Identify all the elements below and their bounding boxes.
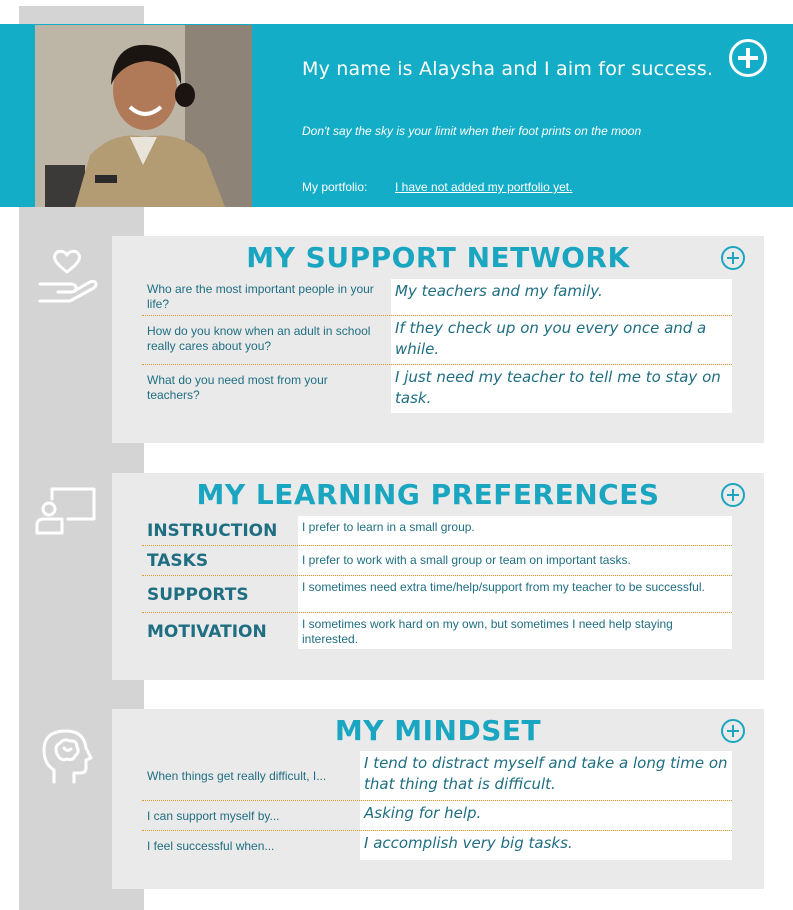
support-row	[142, 279, 732, 316]
preference-key: SUPPORTS	[147, 585, 249, 605]
preference-row	[142, 576, 732, 613]
mindset-question: I feel successful when...	[147, 839, 275, 853]
preference-row	[142, 546, 732, 576]
support-answer: If they check up on you every once and a while.	[395, 319, 707, 358]
mindset-answer: I accomplish very big tasks.	[364, 834, 573, 852]
support-question: What do you need most from your teachers?	[147, 373, 328, 402]
support-network-title: MY SUPPORT NETWORK	[246, 241, 630, 274]
preference-key: TASKS	[147, 551, 209, 571]
mindset-answer-box	[360, 801, 732, 830]
plus-circle-icon[interactable]	[721, 246, 745, 270]
preference-value-box	[298, 516, 732, 545]
profile-photo	[35, 25, 252, 207]
support-answer-box	[391, 279, 732, 315]
support-answer-box	[391, 316, 732, 364]
mindset-answer: Asking for help.	[364, 804, 482, 822]
mindset-answer-box	[360, 831, 732, 860]
mindset-question: I can support myself by...	[147, 809, 280, 823]
support-answer: My teachers and my family.	[395, 282, 603, 300]
support-question: How do you know when an adult in school really cares about you?	[147, 324, 371, 353]
mindset-question: When things get really difficult, I...	[147, 769, 327, 783]
profile-quote: Don't say the sky is your limit when their foot prints on the moon	[302, 124, 642, 138]
mindset-answer: I tend to distract myself and take a long time on that thing that is difficult.	[364, 754, 728, 793]
learning-preferences-title: MY LEARNING PREFERENCES	[196, 478, 660, 511]
support-row	[142, 365, 732, 413]
preference-value: I prefer to work with a small group or team on important tasks.	[302, 553, 631, 567]
heart-hand-icon	[36, 248, 98, 306]
portfolio-link[interactable]: I have not added my portfolio yet.	[395, 180, 573, 194]
preference-row	[142, 516, 732, 546]
preference-value-box	[298, 613, 732, 649]
portfolio-label: My portfolio:	[302, 180, 368, 194]
mindset-panel	[112, 709, 764, 889]
mindset-answer-box	[360, 751, 732, 800]
preference-key: INSTRUCTION	[147, 521, 278, 541]
profile-header	[0, 24, 793, 207]
student-board-icon	[34, 485, 98, 535]
support-answer: I just need my teacher to tell me to stay on task.	[395, 368, 721, 407]
plus-circle-icon[interactable]	[721, 483, 745, 507]
mindset-row	[142, 801, 732, 831]
preference-key: MOTIVATION	[147, 622, 267, 642]
preference-value: I sometimes work hard on my own, but sometimes I need help staying interested.	[302, 617, 673, 646]
support-row	[142, 316, 732, 365]
mindset-row	[142, 831, 732, 861]
preference-value: I sometimes need extra time/help/support from my teacher to be successful.	[302, 580, 705, 594]
mindset-title: MY MINDSET	[334, 714, 542, 747]
preference-value-box	[298, 576, 732, 612]
profile-name-line: My name is Alaysha and I aim for success.	[302, 58, 714, 80]
support-answer-box	[391, 365, 732, 413]
preference-row	[142, 613, 732, 649]
support-network-panel	[112, 236, 764, 443]
preference-value-box	[298, 546, 732, 575]
plus-circle-icon[interactable]	[721, 719, 745, 743]
mindset-row	[142, 751, 732, 801]
preference-value: I prefer to learn in a small group.	[302, 520, 475, 534]
support-question: Who are the most important people in your life?	[147, 282, 374, 311]
plus-circle-icon[interactable]	[729, 39, 767, 77]
learning-preferences-panel	[112, 473, 764, 680]
brain-head-icon	[40, 728, 94, 784]
